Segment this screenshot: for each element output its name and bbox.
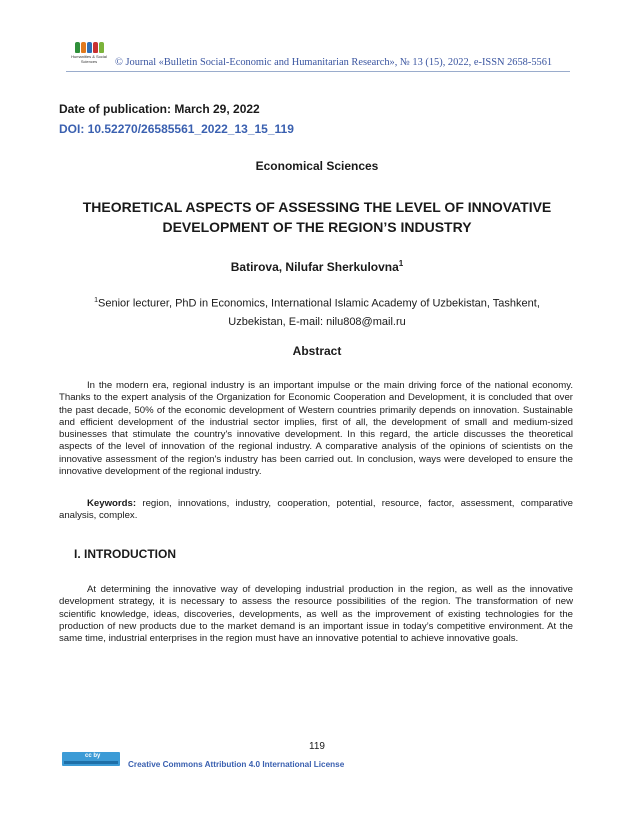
- page-number: 119: [309, 741, 325, 752]
- keywords-text: region, innovations, industry, cooperation, potential, resource, factor, assessment, comparative analysis, complex.: [59, 498, 573, 522]
- person-figure-blue: [87, 42, 92, 53]
- introduction-text: At determining the innovative way of developing industrial production in the region, as well as the innovative development strategy, it is necessary to assess the resource possibilities of the region. The transformation of new scientific knowledge, ideas, discoveries, developments, as well as the improvement of existing technologies for the production of new products due to the market demand is an important issue in today’s competitive environment. At the same time, industrial enterprises in the region must have an innovative potential to achieve innovative goals.: [59, 584, 573, 645]
- affiliation-text: Senior lecturer, PhD in Economics, International Islamic Academy of Uzbekistan, Tashkent, Uzbekistan, E-mail: nilu808@mail.ru: [98, 297, 540, 328]
- author-affiliation-marker: 1: [398, 259, 404, 268]
- cc-license-badge[interactable]: [62, 752, 120, 766]
- journal-logo: [66, 42, 112, 68]
- person-figure-orange: [81, 42, 86, 53]
- doi-link[interactable]: DOI: 10.52270/26585561_2022_13_15_119: [59, 122, 294, 136]
- cc-by-icon: cc by: [85, 753, 101, 759]
- affiliation: [74, 292, 560, 331]
- introduction-heading: I. INTRODUCTION: [74, 547, 176, 561]
- people-icon: [66, 42, 112, 54]
- abstract-heading: Abstract: [292, 344, 342, 358]
- keywords-paragraph: [59, 498, 573, 523]
- cc-badge-strip: [64, 761, 118, 764]
- abstract-text: In the modern era, regional industry is an important impulse or the main driving force of the national economy. Thanks to the expert analysis of the Organization for Economic Cooperation and Development, it is concluded that over the past decade, 50% of the economic development of Western countries primarily depends on innovation. Sustainable and efficient development of the industrial sector implies, first of all, the development of small and medium-sized businesses that stimulate the country's innovative development. In this regard, the article discusses the theoretical aspects of the level of innovation of the regional industry. A comparative analysis of the opinions of scientists on the innovative assessment of the region's industry has been carried out. In conclusion, ways were developed to ensure the innovative development of the regional industry.: [59, 380, 573, 478]
- author-line: [0, 259, 634, 274]
- publication-date: Date of publication: March 29, 2022: [59, 102, 260, 116]
- journal-header-line: © Journal «Bulletin Social-Economic and Humanitarian Research», № 13 (15), 2022, e-ISSN 2658-5561: [115, 57, 553, 68]
- person-figure-lightgreen: [99, 42, 104, 53]
- affiliation-marker: 1: [94, 297, 99, 304]
- person-figure-red: [93, 42, 98, 53]
- person-figure-green: [75, 42, 80, 53]
- keywords-label: Keywords:: [87, 498, 137, 509]
- header-divider: [66, 71, 570, 72]
- article-title: THEORETICAL ASPECTS OF ASSESSING THE LEVEL OF INNOVATIVE DEVELOPMENT OF THE REGION’S INDUSTRY: [82, 199, 552, 235]
- logo-text: Humanities & Social Sciences: [71, 54, 107, 64]
- section-heading: Economical Sciences: [255, 159, 379, 173]
- license-link[interactable]: Creative Commons Attribution 4.0 International License: [128, 760, 345, 769]
- author-name: Batirova, Nilufar Sherkulovna: [230, 260, 399, 274]
